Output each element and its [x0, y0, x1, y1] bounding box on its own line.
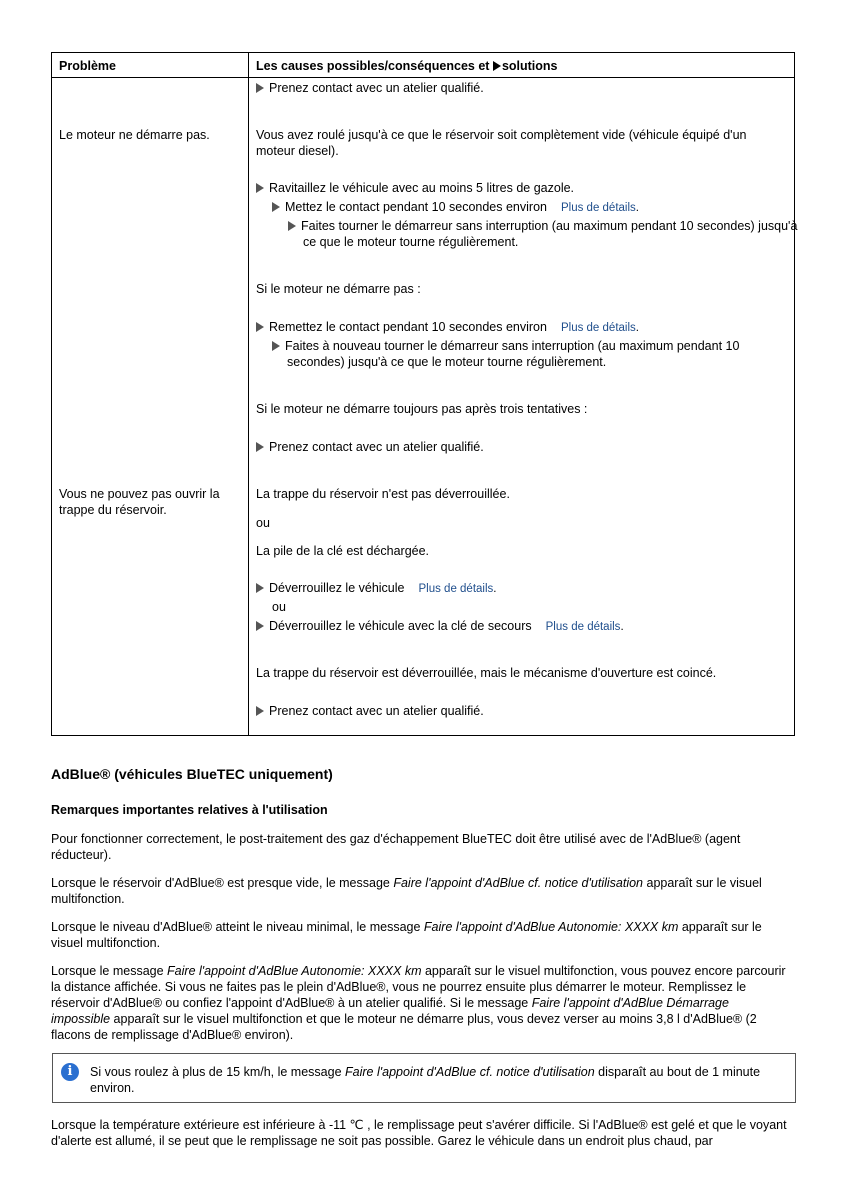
arrow-right-icon — [256, 583, 264, 593]
arrow-right-icon — [256, 83, 264, 93]
solution-step: Déverrouillez le véhicule avec la clé de secours Plus de détails. — [256, 618, 624, 635]
solution-step: Remettez le contact pendant 10 secondes environ Plus de détails. — [256, 319, 639, 336]
info-icon: i — [61, 1063, 79, 1081]
arrow-right-icon — [256, 322, 264, 332]
paragraph: Lorsque le niveau d'AdBlue® atteint le niveau minimal, le message Faire l'appoint d'AdBlue Autonomie: XXXX km apparaît sur le visuel multifonction. — [51, 920, 762, 950]
paragraph: Lorsque le réservoir d'AdBlue® est presque vide, le message Faire l'appoint d'AdBlue cf. notice d'utilisation apparaît sur le visuel multifonction. — [51, 876, 762, 906]
arrow-right-icon — [272, 202, 280, 212]
details-link[interactable]: Plus de détails — [560, 322, 636, 334]
info-note — [52, 1053, 796, 1103]
arrow-right-icon — [288, 221, 296, 231]
troubleshooting-table — [51, 52, 798, 736]
details-link[interactable]: Plus de détails — [560, 202, 636, 214]
arrow-right-icon — [272, 341, 280, 351]
solution-step: Prenez contact avec un atelier qualifié. — [256, 80, 484, 96]
subsection-title: Remarques importantes relatives à l'utilisation — [51, 803, 328, 817]
cause-text: La trappe du réservoir n'est pas déverrouillée. — [256, 487, 510, 501]
solution-step: Faites à nouveau tourner le démarreur sans interruption (au maximum pendant 10 secondes) jusqu'à ce que le moteur tourne régulièrement. — [272, 338, 787, 370]
column-divider — [248, 77, 249, 735]
table-header — [52, 53, 794, 78]
arrow-right-icon — [256, 621, 264, 631]
column-divider — [248, 53, 249, 77]
details-link[interactable]: Plus de détails — [545, 621, 621, 633]
solution-step: Prenez contact avec un atelier qualifié. — [256, 703, 484, 719]
temperature-value: -11 ℃ — [328, 1118, 364, 1132]
solution-step: Prenez contact avec un atelier qualifié. — [256, 439, 484, 455]
arrow-right-icon — [256, 442, 264, 452]
solution-step: Déverrouillez le véhicule Plus de détails. — [256, 580, 496, 597]
arrow-right-icon — [256, 706, 264, 716]
problem-cell: Le moteur ne démarre pas. — [59, 128, 210, 142]
solution-step: Mettez le contact pendant 10 secondes environ Plus de détails. — [272, 199, 639, 216]
note-text: Si vous roulez à plus de 15 km/h, le message Faire l'appoint d'AdBlue cf. notice d'utilisation disparaît au bout de 1 minute environ. — [90, 1065, 761, 1095]
paragraph: Lorsque la température extérieure est inférieure à -11 ℃ , le remplissage peut s'avérer difficile. Si l'AdBlue® est gelé et que le voyant d'alerte est allumé, il se peut que le remplissage ne soit pas possible. Garez le véhicule dans un endroit plus chaud, par — [51, 1118, 787, 1148]
condition-text: Si le moteur ne démarre toujours pas après trois tentatives : — [256, 402, 588, 416]
solution-step: Faites tourner le démarreur sans interruption (au maximum pendant 10 secondes) jusqu'à ce que le moteur tourne régulièrement. — [288, 218, 803, 250]
paragraph: Pour fonctionner correctement, le post-traitement des gaz d'échappement BlueTEC doit être utilisé avec de l'AdBlue® (agent réducteur). — [51, 832, 741, 862]
or-text: ou — [272, 600, 286, 614]
problem-cell: Vous ne pouvez pas ouvrir la trappe du réservoir. — [59, 487, 220, 517]
arrow-right-icon — [493, 61, 501, 71]
header-problem: Problème — [59, 59, 116, 73]
cause-text: La pile de la clé est déchargée. — [256, 544, 430, 558]
section-title: AdBlue® (véhicules BlueTEC uniquement) — [51, 766, 333, 782]
cause-text: La trappe du réservoir est déverrouillée, mais le mécanisme d'ouverture est coincé. — [256, 666, 717, 680]
condition-text: Si le moteur ne démarre pas : — [256, 282, 421, 296]
paragraph: Lorsque le message Faire l'appoint d'AdBlue Autonomie: XXXX km apparaît sur le visuel multifonction, vous pouvez encore parcourir la distance affichée. Si vous ne faites pas le plein d'AdBlue®, vous ne pourrez ensuite plus démarrer le moteur. Remplissez le réservoir d'AdBlue® ou confiez l'appoint d'AdBlue® à un atelier qualifié. Si le message Faire l'appoint d'AdBlue Démarrage impossible apparaît sur le visuel multifonction et que le moteur ne démarre plus, vous devez verser au moins 3,8 l d'AdBlue® (2 flacons de remplissage d'AdBlue® environ). — [51, 964, 786, 1042]
cause-text: Vous avez roulé jusqu'à ce que le réservoir soit complètement vide (véhicule équipé d'un moteur diesel). — [256, 128, 747, 158]
details-link[interactable]: Plus de détails — [418, 583, 494, 595]
arrow-right-icon — [256, 183, 264, 193]
header-causes: Les causes possibles/conséquences et solutions — [256, 59, 558, 73]
or-text: ou — [256, 516, 270, 530]
solution-step: Ravitaillez le véhicule avec au moins 5 litres de gazole. — [256, 180, 574, 196]
